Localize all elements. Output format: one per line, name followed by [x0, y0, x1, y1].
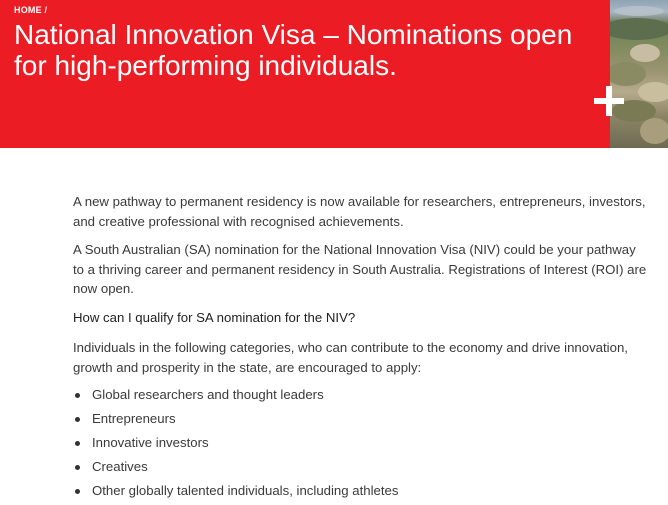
bullet-dot-icon — [75, 441, 80, 446]
list-item — [73, 385, 648, 405]
plus-icon — [594, 86, 624, 116]
intro-paragraph-2: A South Australian (SA) nomination for the National Innovation Visa (NIV) could be your pathway to a thriving career and permanent residency in South Australia. Registrations of Interest (ROI) are now open. — [73, 242, 647, 296]
bullet-dot-icon — [75, 393, 80, 398]
list-item-label: Global researchers and thought leaders — [92, 387, 324, 402]
list-item-label: Other globally talented individuals, including athletes — [92, 483, 399, 498]
intro-paragraph-1: A new pathway to permanent residency is now available for researchers, entrepreneurs, investors, and creative professional with recognised achievements. — [73, 194, 646, 229]
hero-banner — [0, 0, 668, 148]
bullet-dot-icon — [75, 417, 80, 422]
main-content — [73, 192, 648, 505]
list-item-label: Creatives — [92, 459, 148, 474]
categories-intro: Individuals in the following categories, who can contribute to the economy and drive innovation, growth and prosperity in the state, are encouraged to apply: — [73, 340, 628, 375]
list-item — [73, 481, 648, 501]
list-item-label: Innovative investors — [92, 435, 209, 450]
bullet-dot-icon — [75, 465, 80, 470]
categories-list — [73, 385, 648, 501]
list-item — [73, 457, 648, 477]
list-item-label: Entrepreneurs — [92, 411, 176, 426]
bullet-dot-icon — [75, 489, 80, 494]
hero-landscape-image — [610, 0, 668, 148]
list-item — [73, 409, 648, 429]
breadcrumb-home-link[interactable]: HOME / — [14, 5, 48, 15]
list-item — [73, 433, 648, 453]
page-title: National Innovation Visa – Nominations open for high-performing individuals. — [14, 19, 573, 81]
qualification-heading: How can I qualify for SA nomination for the NIV? — [73, 309, 356, 325]
